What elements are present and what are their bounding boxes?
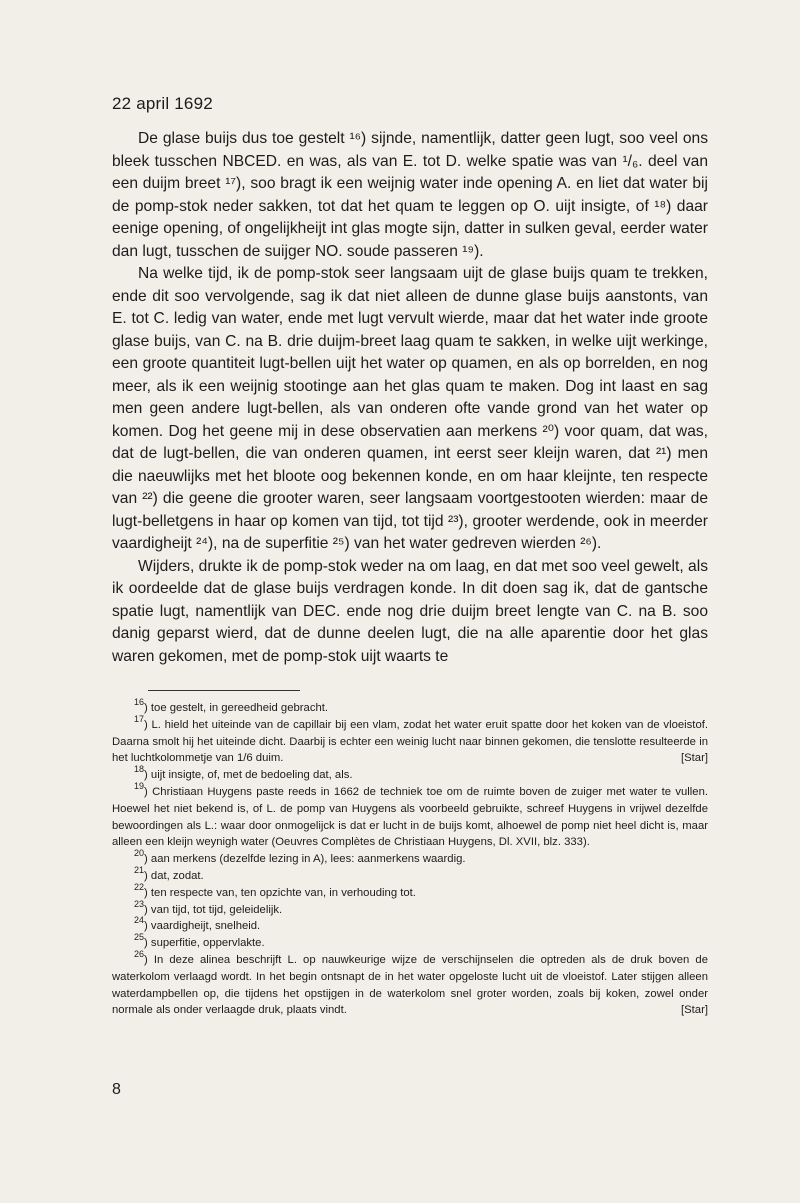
author-tag: [Star] (681, 752, 708, 765)
footnote-text: uijt insigte, of, met de bedoeling dat, als. (150, 769, 353, 782)
footnotes (112, 697, 709, 1019)
footnote-20: $^{20}$) aan merkens (dezelfde lezing in A), lees: aanmerkens waardig. (134, 848, 466, 866)
footnote-number: 22 (134, 881, 145, 892)
footnote-number: 23 (134, 898, 145, 909)
footnote-number: 17 (134, 713, 145, 724)
footnote-16: $^{16}$) toe gestelt, in gereedheid gebracht. (134, 697, 329, 714)
footnote-number: 19 (134, 780, 145, 791)
footnote-number: 20 (134, 848, 145, 859)
footnote-25: $^{25}$) superfitie, oppervlakte. (134, 932, 265, 950)
footnote-text: van tijd, tot tijd, geleidelijk. (150, 903, 283, 916)
footnote-18: $^{18}$) uijt insigte, of, met de bedoeling dat, als. (134, 764, 353, 782)
author-tag: [Star] (681, 1004, 708, 1017)
footnote-text: L. hield het uiteinde van de capillair bij een vlam, zodat het water eruit spatte door het koken van de vloeistof. Daarna smolt hij het uiteinde dicht. Daarbij is echter een weinig lucht naar binnen gekomen, die tenslotte resulteerde in het luchtkolommetje van 1/6 duim. (112, 718, 709, 765)
footnote-text: In deze alinea beschrijft L. op nauwkeurige wijze de verschijnselen die optreden als de druk boven de waterkolom verlaagd wordt. In het begin ontsnapt de in het water opgeloste lucht uit de vloeistof. Later stijgen alleen waterdampbellen op, die tijdens het opstijgen in de waterkolom snel groter worden, zoals bij koken, zowel onder normale als onder verlaagde druk, plaats vindt. (112, 953, 708, 1017)
footnote-number: 26 (134, 948, 145, 959)
footnote-23: $^{23}$) van tijd, tot tijd, geleidelijk. (134, 898, 283, 916)
footnote-number: 25 (134, 932, 145, 943)
footnote-19: $^{19}$) Christiaan Huygens paste reeds in 1662 de techniek toe om de ruimte boven de zuiger met water te vullen. Hoewel het niet bekend is, of L. de pomp van Huygens als voorbeeld gebruikte, schreef Huygens in vrijwel dezelfde bewoordingen als L.: waar door onmogelijck is dat er lucht in de buijs komt, alhoewel de pomp niet heel dicht is, maar alleen een kleijn weynigh water (Oeuvres Complètes de Christiaan Huygens, Dl. XVII, blz. 333). (112, 780, 708, 849)
footnote-22: $^{22}$) ten respecte van, ten opzichte van, in verhouding tot. (134, 881, 416, 899)
footnote-text: Christiaan Huygens paste reeds in 1662 de techniek toe om de ruimte boven de zuiger met water te vullen. Hoewel het niet bekend is, of L. de pomp van Huygens als voorbeeld gebruikte, schreef Huygens in vrijwel dezelfde bewoordingen als L.: waar door onmogelijck is dat er lucht in de buijs komt, alhoewel de pomp niet heel dicht is, maar alleen een kleijn weynigh water (Oeuvres Complètes de Christiaan Huygens, Dl. XVII, blz. 333). (112, 785, 708, 849)
footnote-26: $^{26}$) In deze alinea beschrijft L. op nauwkeurige wijze de verschijnselen die optreden als de druk boven de waterkolom verlaagd wordt. In het begin ontsnapt de in het water opgeloste lucht uit de vloeistof. Later stijgen alleen waterdampbellen op, die tijdens het opstijgen in de waterkolom snel groter worden, zoals bij koken, zowel onder normale als onder verlaagde druk, plaats vindt. [Star] (112, 952, 708, 1019)
footnote-number: 24 (134, 915, 145, 926)
footnote-24: $^{24}$) vaardigheijt, snelheid. (134, 915, 261, 933)
footnote-number: 21 (134, 864, 145, 875)
paragraph-1: De glase buijs dus toe gestelt ¹⁶) sijnde, namentlijk, datter geen lugt, soo veel ons bleek tusschen NBCED. en was, als van E. tot D. welke spatie was van ¹/₆. deel van een duijm breet ¹⁷), soo bragt ik een weijnig water inde opening A. en liet dat water bij de pomp-stok neder sakken, tot dat het quam te leggen op O. uijt insigte, of ¹⁸) daar eenige opening, of ongelijkheijt int glas mogte sijn, datter in sulken geval, eerder water dan lugt, tusschen de suijger NO. soude passeren ¹⁹). (112, 130, 708, 260)
footnote-text: superfitie, oppervlakte. (150, 937, 265, 950)
footnote-text: vaardigheijt, snelheid. (150, 920, 261, 933)
footnote-21: $^{21}$) dat, zodat. (134, 864, 204, 882)
page-number: 8 (112, 1081, 121, 1098)
main-text (112, 128, 708, 668)
footnote-text: ten respecte van, ten opzichte van, in verhouding tot. (150, 886, 416, 899)
footnote-number: 16 (134, 697, 145, 707)
paragraph-3: Wijders, drukte ik de pomp-stok weder na om laag, en dat met soo veel gewelt, als ik oordeelde dat de glase buijs verdragen konde. In dit doen sag ik, dat de gantsche spatie lugt, namentlijk van DEC. ende nog drie duijm breet lengte van C. na B. soo danig geparst wierd, dat de dunne deelen lugt, die na alle aparentie door het glas waren gekomen, met de pomp-stok uijt waarts te (112, 557, 708, 665)
running-header-date: 22 april 1692 (112, 94, 213, 113)
footnote-17: $^{17}$) L. hield het uiteinde van de capillair bij een vlam, zodat het water eruit spatte door het koken van de vloeistof. Daarna smolt hij het uiteinde dicht. Daarbij is echter een weinig lucht naar binnen gekomen, die tenslotte resulteerde in het luchtkolommetje van 1/6 duim. [Star] (112, 717, 708, 767)
footnote-number: 18 (134, 764, 145, 775)
footnote-separator (148, 690, 300, 691)
paragraph-2: Na welke tijd, ik de pomp-stok seer langsaam uijt de glase buijs quam te trekken, ende dit soo vervolgende, sag ik dat niet alleen de dunne glase buijs aanstonts, van E. tot C. ledig van water, ende met lugt vervult wierde, maar dat het water inde groote glase buijs, van C. na B. drie duijm-breet laag quam te sakken, in welke uijt werkinge, een groote quantiteit lugt-bellen uijt het water op quamen, en als op borrelden, en nog meer, als ik een weijnig stootinge aan het glas quam te maken. Dog int laast en sag men geen andere lugt-bellen, als van onderen ofte vande grond van het water op komen. Dog het geene mij in dese observatien aan merkens ²⁰) voor quam, dat was, dat de lugt-bellen, die van onderen quamen, int eerst seer kleijn waren, dat ²¹) men die naeuwlijks met het bloote oog bekennen konde, en om haar kleijnte, ten respecte van ²²) die geene die grooter waren, seer langsaam voortgestooten wierden: maar de lugt-belletgens in haar op komen van tijd, tot tijd ²³), grooter werdende, ook in meerder vaardigheijt ²⁴), na de superfitie ²⁵) van het water gedreven wierden ²⁶). (112, 265, 708, 552)
footnote-text: aan merkens (dezelfde lezing in A), lees: aanmerkens waardig. (150, 853, 466, 866)
footnote-text: toe gestelt, in gereedheid gebracht. (150, 702, 329, 714)
footnote-text: dat, zodat. (150, 869, 204, 882)
